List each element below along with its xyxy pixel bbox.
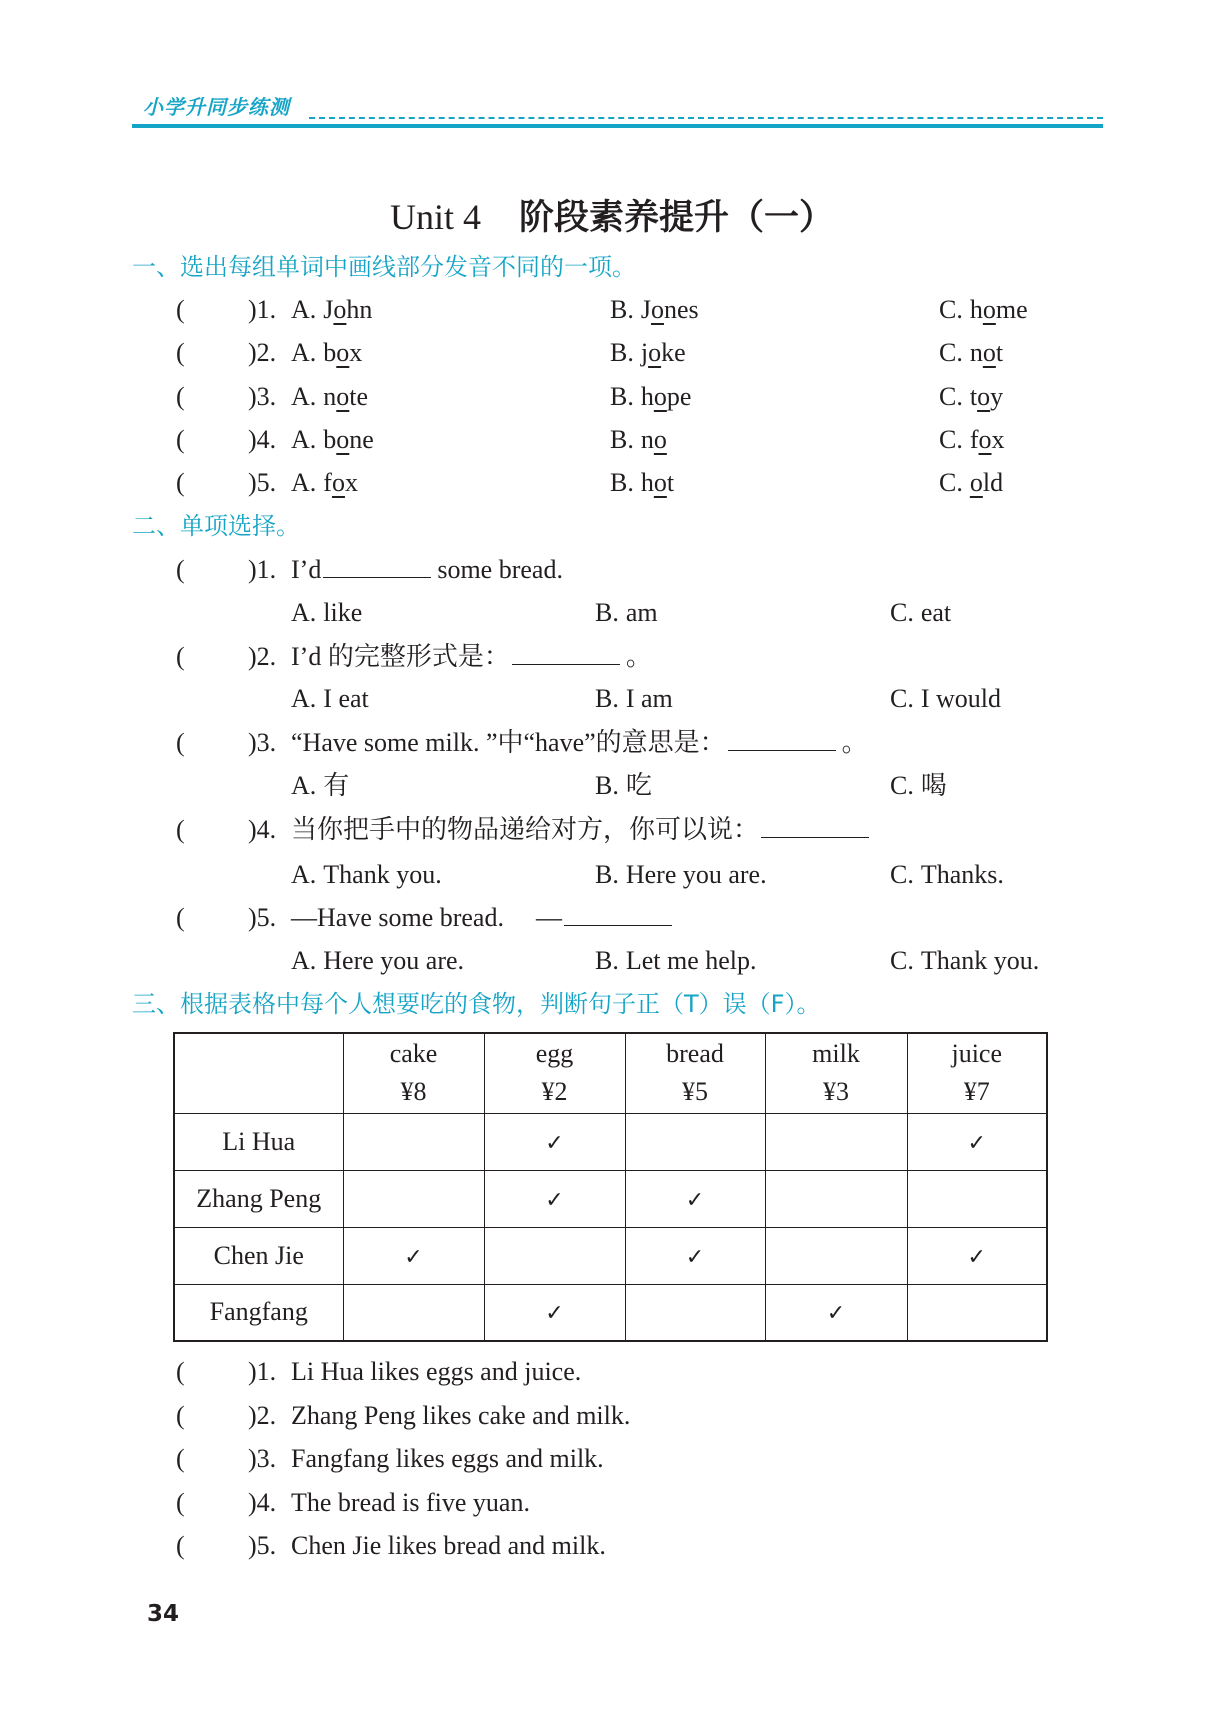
option-text: 吃 xyxy=(625,771,652,800)
option xyxy=(595,857,767,893)
s2-options-row xyxy=(0,595,1224,631)
choice-cell xyxy=(484,1170,625,1227)
s2-question-row xyxy=(0,725,1224,761)
question-number: )1. xyxy=(248,295,277,324)
answer-bracket: ( xyxy=(176,295,185,324)
check-mark-icon: ✓ xyxy=(685,1244,705,1270)
series-title: 小学升同步练测 xyxy=(143,95,290,119)
option-label: A. xyxy=(291,946,317,975)
question-number: )5. xyxy=(248,468,277,497)
word-part: J xyxy=(640,295,651,324)
option-text: Here you are. xyxy=(625,860,767,889)
option xyxy=(890,595,951,631)
option xyxy=(291,857,442,893)
choice-cell xyxy=(907,1284,1047,1341)
page-number: 34 xyxy=(147,1601,180,1627)
option-label: A. xyxy=(291,425,317,454)
choice-cell xyxy=(625,1227,765,1284)
underlined-letter: o xyxy=(653,468,667,497)
word-part: b xyxy=(323,425,337,454)
option-text: Thank you. xyxy=(323,860,442,889)
underlined-letter: o xyxy=(333,295,347,324)
food-name: bread xyxy=(666,1039,724,1069)
option xyxy=(610,422,667,458)
option-text: I eat xyxy=(323,684,369,713)
word-part: f xyxy=(323,468,332,497)
answer-bracket: ( xyxy=(176,382,185,411)
option-label: A. xyxy=(291,860,317,889)
answer-bracket: ( xyxy=(176,555,185,584)
food-price: ¥2 xyxy=(541,1077,568,1107)
option-text: 喝 xyxy=(920,771,947,800)
option xyxy=(939,335,1003,371)
answer-blank xyxy=(512,642,620,665)
answer-bracket: ( xyxy=(176,1357,185,1386)
s2-options-row xyxy=(0,681,1224,717)
option xyxy=(291,943,464,979)
answer-bracket: ( xyxy=(176,815,185,844)
answer-bracket: ( xyxy=(176,1444,185,1473)
option xyxy=(610,465,674,501)
choice-cell xyxy=(907,1227,1047,1284)
word-part: t xyxy=(995,338,1004,367)
stem-text: 。 xyxy=(841,728,868,757)
option xyxy=(939,292,1028,328)
word-part: b xyxy=(323,338,337,367)
s1-question-row xyxy=(0,335,1224,371)
option-label: C. xyxy=(890,771,914,800)
option-label: A. xyxy=(291,598,317,627)
food-price: ¥5 xyxy=(682,1077,708,1107)
option-label: B. xyxy=(610,425,634,454)
option xyxy=(939,379,1003,415)
word-part: n xyxy=(640,425,654,454)
table-row xyxy=(174,1227,1047,1284)
underlined-letter: o xyxy=(650,295,664,324)
s1-question-row xyxy=(0,422,1224,458)
option xyxy=(291,681,369,717)
option-text: Thanks. xyxy=(920,860,1004,889)
option xyxy=(291,465,358,501)
option xyxy=(890,857,1004,893)
s1-question-row xyxy=(0,292,1224,328)
option xyxy=(595,681,673,717)
option-label: B. xyxy=(595,598,619,627)
option xyxy=(610,292,699,328)
section1-heading: 一、选出每组单词中画线部分发音不同的一项。 xyxy=(132,253,636,281)
underlined-letter: o xyxy=(336,382,350,411)
word-part: x xyxy=(349,338,363,367)
question-number: )1. xyxy=(248,1357,277,1386)
option xyxy=(939,422,1005,458)
statement-text: Zhang Peng likes cake and milk. xyxy=(291,1401,631,1430)
question-number: )5. xyxy=(248,903,277,932)
choice-cell xyxy=(484,1113,625,1170)
person-name: Fangfang xyxy=(174,1284,343,1341)
table-corner-cell xyxy=(174,1033,343,1113)
option-label: B. xyxy=(595,860,619,889)
underlined-letter: o xyxy=(969,468,983,497)
check-mark-icon: ✓ xyxy=(545,1187,564,1213)
choice-cell xyxy=(625,1113,765,1170)
question-number: )2. xyxy=(248,338,277,367)
table-row xyxy=(174,1284,1047,1341)
option-text: like xyxy=(323,598,363,627)
word-part: h xyxy=(640,382,654,411)
answer-blank xyxy=(564,903,672,926)
option xyxy=(939,465,1003,501)
option xyxy=(890,768,947,804)
statement-text: Li Hua likes eggs and juice. xyxy=(291,1357,582,1386)
section3-heading: 三、根据表格中每个人想要吃的食物，判断句子正（T）误（F）。 xyxy=(132,990,821,1018)
option-label: C. xyxy=(939,468,963,497)
word-part: f xyxy=(969,425,979,454)
person-name: Chen Jie xyxy=(174,1227,343,1284)
s1-question-row xyxy=(0,379,1224,415)
word-part: te xyxy=(349,382,369,411)
option-label: A. xyxy=(291,468,317,497)
word-part: x xyxy=(344,468,358,497)
food-name: cake xyxy=(389,1039,438,1069)
food-column-header xyxy=(625,1033,765,1113)
word-part: h xyxy=(640,468,654,497)
s3-statement-row xyxy=(0,1354,1224,1390)
option-label: B. xyxy=(595,684,619,713)
option-text: am xyxy=(625,598,658,627)
choice-cell xyxy=(907,1170,1047,1227)
underlined-letter: o xyxy=(336,338,350,367)
option-label: A. xyxy=(291,684,317,713)
word-part: t xyxy=(666,468,675,497)
question-stem xyxy=(291,639,652,675)
answer-bracket: ( xyxy=(176,1488,185,1517)
s2-options-row xyxy=(0,943,1224,979)
answer-bracket: ( xyxy=(176,1531,185,1560)
option xyxy=(890,943,1039,979)
food-name: juice xyxy=(951,1039,1003,1069)
option-label: B. xyxy=(595,946,619,975)
question-stem xyxy=(291,900,678,936)
underlined-letter: o xyxy=(336,425,350,454)
option-label: A. xyxy=(291,338,317,367)
choice-cell xyxy=(343,1170,484,1227)
option-label: C. xyxy=(890,860,914,889)
word-part: ld xyxy=(982,468,1004,497)
food-column-header xyxy=(484,1033,625,1113)
choice-cell xyxy=(765,1284,907,1341)
stem-text: 当你把手中的物品递给对方，你可以说： xyxy=(291,815,760,844)
option-label: B. xyxy=(610,295,634,324)
question-number: )4. xyxy=(248,1488,277,1517)
stem-text: I’d xyxy=(291,555,322,584)
food-price: ¥8 xyxy=(400,1077,427,1107)
stem-text: —Have some bread. xyxy=(291,903,504,932)
choice-cell xyxy=(907,1113,1047,1170)
stem-text: “Have some milk. ”中“have”的意思是： xyxy=(291,728,726,757)
option-label: B. xyxy=(610,468,634,497)
food-price: ¥3 xyxy=(823,1077,849,1107)
underlined-letter: o xyxy=(982,295,996,324)
word-part: x xyxy=(991,425,1005,454)
option xyxy=(291,768,349,804)
option xyxy=(291,379,368,415)
answer-bracket: ( xyxy=(176,425,185,454)
food-column-header xyxy=(343,1033,484,1113)
unit-label: Unit 4 xyxy=(389,197,481,237)
question-number: )2. xyxy=(248,1401,277,1430)
answer-bracket: ( xyxy=(176,338,185,367)
word-part: j xyxy=(640,338,649,367)
question-number: )2. xyxy=(248,642,277,671)
question-number: )4. xyxy=(248,815,277,844)
food-column-header xyxy=(907,1033,1047,1113)
stem-text: some bread. xyxy=(437,555,563,584)
choice-cell xyxy=(625,1284,765,1341)
question-number: )1. xyxy=(248,555,277,584)
choice-cell xyxy=(343,1227,484,1284)
food-name: egg xyxy=(535,1039,574,1069)
s2-options-row xyxy=(0,857,1224,893)
option-label: C. xyxy=(939,295,963,324)
word-part: t xyxy=(969,382,978,411)
option-text: eat xyxy=(920,598,952,627)
check-mark-icon: ✓ xyxy=(826,1301,846,1327)
choice-cell xyxy=(765,1170,907,1227)
question-number: )3. xyxy=(248,728,277,757)
section2-heading: 二、单项选择。 xyxy=(132,512,300,540)
food-table xyxy=(173,1032,1048,1342)
option-label: C. xyxy=(890,598,914,627)
answer-bracket: ( xyxy=(176,903,185,932)
choice-cell xyxy=(343,1113,484,1170)
choice-cell xyxy=(765,1113,907,1170)
question-number: )4. xyxy=(248,425,277,454)
option-text: 有 xyxy=(323,771,350,800)
s2-question-row xyxy=(0,639,1224,675)
option xyxy=(291,422,374,458)
s2-question-row xyxy=(0,900,1224,936)
word-part: n xyxy=(323,382,337,411)
word-part: hn xyxy=(346,295,373,324)
s3-statement-row xyxy=(0,1528,1224,1564)
option-text: Here you are. xyxy=(323,946,465,975)
choice-cell xyxy=(765,1227,907,1284)
option-label: C. xyxy=(939,338,963,367)
option-label: C. xyxy=(939,425,963,454)
check-mark-icon: ✓ xyxy=(967,1244,986,1270)
underlined-letter: o xyxy=(653,425,667,454)
answer-blank xyxy=(323,555,431,578)
question-number: )3. xyxy=(248,382,277,411)
table-row xyxy=(174,1170,1047,1227)
word-part: me xyxy=(995,295,1028,324)
underlined-letter: o xyxy=(331,468,345,497)
food-name: milk xyxy=(812,1039,860,1069)
option xyxy=(610,335,686,371)
question-stem xyxy=(291,552,563,588)
question-number: )3. xyxy=(248,1444,277,1473)
statement-text: The bread is five yuan. xyxy=(291,1488,530,1517)
check-mark-icon: ✓ xyxy=(967,1130,986,1156)
unit-subtitle: 阶段素养提升（一） xyxy=(519,198,835,238)
option-label: A. xyxy=(291,771,317,800)
check-mark-icon: ✓ xyxy=(685,1187,705,1213)
answer-bracket: ( xyxy=(176,1401,185,1430)
option xyxy=(610,379,691,415)
option-text: Thank you. xyxy=(920,946,1040,975)
s2-question-row xyxy=(0,812,1224,848)
word-part: ke xyxy=(661,338,686,367)
question-stem xyxy=(291,812,875,848)
option xyxy=(890,681,1001,717)
option-text: I would xyxy=(920,684,1002,713)
s2-options-row xyxy=(0,768,1224,804)
stem-text: — xyxy=(535,903,562,932)
s3-statement-row xyxy=(0,1398,1224,1434)
word-part: pe xyxy=(666,382,692,411)
person-name: Zhang Peng xyxy=(174,1170,343,1227)
option-label: B. xyxy=(610,338,634,367)
option-text: I am xyxy=(625,684,673,713)
table-header-row xyxy=(174,1033,1047,1113)
statement-text: Fangfang likes eggs and milk. xyxy=(291,1444,604,1473)
answer-blank xyxy=(728,728,836,751)
food-column-header xyxy=(765,1033,907,1113)
word-part: J xyxy=(323,295,334,324)
option xyxy=(595,595,658,631)
check-mark-icon: ✓ xyxy=(545,1130,564,1156)
option xyxy=(595,943,757,979)
food-price: ¥7 xyxy=(963,1077,990,1107)
answer-bracket: ( xyxy=(176,642,185,671)
option-label: C. xyxy=(939,382,963,411)
word-part: h xyxy=(969,295,983,324)
option-label: B. xyxy=(610,382,634,411)
option-text: Let me help. xyxy=(625,946,757,975)
option-label: B. xyxy=(595,771,619,800)
s3-statement-row xyxy=(0,1485,1224,1521)
underlined-letter: o xyxy=(977,382,991,411)
word-part: nes xyxy=(663,295,699,324)
word-part: ne xyxy=(349,425,374,454)
choice-cell xyxy=(484,1284,625,1341)
option xyxy=(291,335,362,371)
answer-bracket: ( xyxy=(176,468,185,497)
underlined-letter: o xyxy=(978,425,992,454)
question-stem xyxy=(291,725,868,761)
s2-question-row xyxy=(0,552,1224,588)
choice-cell xyxy=(484,1227,625,1284)
option-label: A. xyxy=(291,382,317,411)
check-mark-icon: ✓ xyxy=(545,1301,564,1327)
answer-blank xyxy=(761,815,869,838)
underlined-letter: o xyxy=(648,338,662,367)
underlined-letter: o xyxy=(982,338,996,367)
choice-cell xyxy=(625,1170,765,1227)
option xyxy=(291,595,362,631)
option-label: C. xyxy=(890,684,914,713)
s3-statement-row xyxy=(0,1441,1224,1477)
s1-question-row xyxy=(0,465,1224,501)
word-part: n xyxy=(969,338,983,367)
option-label: C. xyxy=(890,946,914,975)
stem-text: I’d 的完整形式是： xyxy=(291,642,510,671)
option xyxy=(595,768,652,804)
stem-text: 。 xyxy=(625,642,652,671)
word-part: y xyxy=(990,382,1004,411)
statement-text: Chen Jie likes bread and milk. xyxy=(291,1531,606,1560)
choice-cell xyxy=(343,1284,484,1341)
person-name: Li Hua xyxy=(174,1113,343,1170)
underlined-letter: o xyxy=(653,382,667,411)
question-number: )5. xyxy=(248,1531,277,1560)
option-label: A. xyxy=(291,295,317,324)
answer-bracket: ( xyxy=(176,728,185,757)
option xyxy=(291,292,372,328)
table-row xyxy=(174,1113,1047,1170)
check-mark-icon: ✓ xyxy=(404,1244,423,1270)
